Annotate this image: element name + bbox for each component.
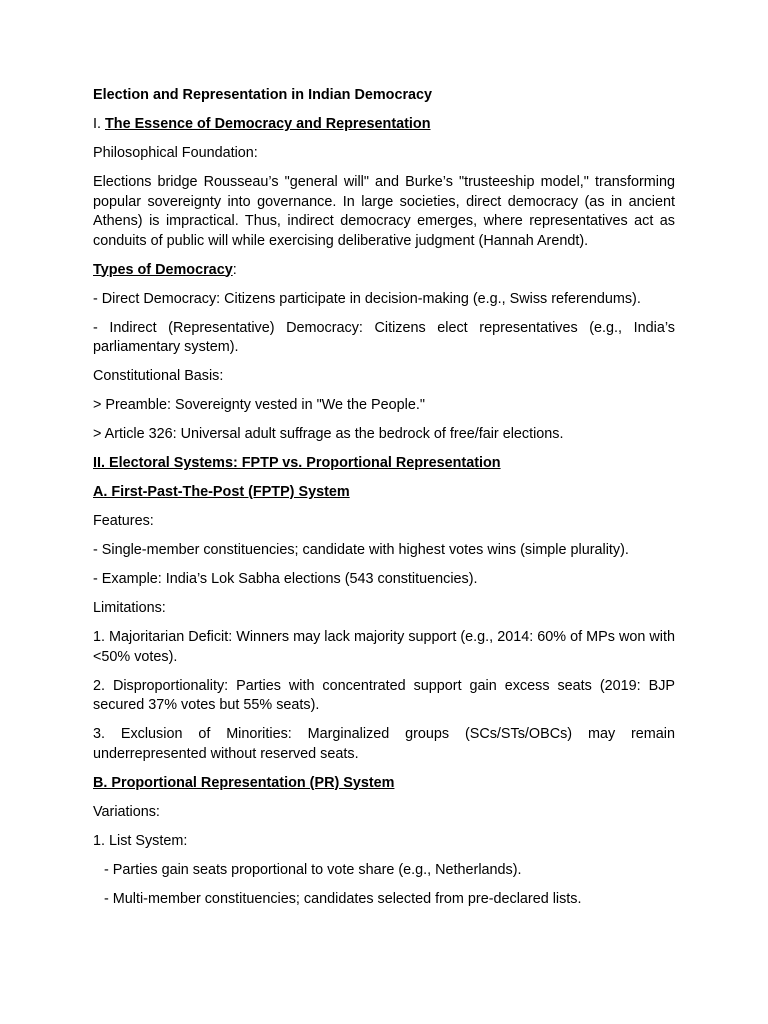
philosophical-foundation-text: Elections bridge Rousseau’s "general will" and Burke’s "trusteeship model," transforming popular sovereignty into governance. In large societies, direct democracy (as in ancient Athens) is impractical. Thus, indirect democracy emerges, where representatives act as conduits of public will while exercising deliberative judgment (Hannah Arendt).: [93, 174, 675, 249]
types-colon: :: [232, 261, 237, 278]
document-page: [93, 86, 675, 919]
fptp-limitation-item: 3. Exclusion of Minorities: Marginalized groups (SCs/STs/OBCs) may remain underrepresented without reserved seats.: [93, 726, 675, 762]
fptp-heading: A. First-Past-The-Post (FPTP) System: [93, 484, 350, 500]
fptp-limitations-label: Limitations:: [93, 600, 166, 616]
fptp-limitation-item: 2. Disproportionality: Parties with concentrated support gain excess seats (2019: BJP secured 37% votes but 55% seats).: [93, 677, 675, 713]
fptp-limitation-item: 1. Majoritarian Deficit: Winners may lack majority support (e.g., 2014: 60% of MPs won with <50% votes).: [93, 629, 675, 665]
types-heading: Types of Democracy: [93, 261, 233, 278]
fptp-feature-item: - Single-member constituencies; candidate with highest votes wins (simple plurality).: [93, 542, 629, 558]
philosophical-foundation-label: Philosophical Foundation:: [93, 145, 258, 161]
types-heading-line: [93, 261, 675, 281]
pr-heading: B. Proportional Representation (PR) System: [93, 774, 395, 791]
document-title: Election and Representation in Indian Democracy: [93, 87, 433, 103]
fptp-features-label: Features:: [93, 513, 154, 529]
section-2-heading: II. Electoral Systems: FPTP vs. Proportional Representation: [93, 455, 501, 471]
section-1-heading: [93, 115, 675, 135]
type-indirect-democracy: - Indirect (Representative) Democracy: Citizens elect representatives (e.g., India’s parliamentary system).: [93, 319, 675, 355]
pr-list-system-label: 1. List System:: [93, 832, 188, 849]
constitutional-basis-label: Constitutional Basis:: [93, 368, 224, 384]
constitutional-preamble: > Preamble: Sovereignty vested in "We the People.": [93, 397, 425, 413]
pr-variations-label: Variations:: [93, 803, 160, 820]
section-1-title: The Essence of Democracy and Representation: [105, 116, 431, 132]
constitutional-article-326: > Article 326: Universal adult suffrage as the bedrock of free/fair elections.: [93, 426, 564, 442]
section-1-number: I.: [93, 116, 105, 132]
pr-list-system-item: - Multi-member constituencies; candidates selected from pre-declared lists.: [104, 890, 582, 907]
type-direct-democracy: - Direct Democracy: Citizens participate in decision-making (e.g., Swiss referendums).: [93, 290, 641, 307]
fptp-feature-item: - Example: India’s Lok Sabha elections (543 constituencies).: [93, 571, 478, 587]
pr-list-system-item: - Parties gain seats proportional to vote share (e.g., Netherlands).: [104, 861, 522, 878]
